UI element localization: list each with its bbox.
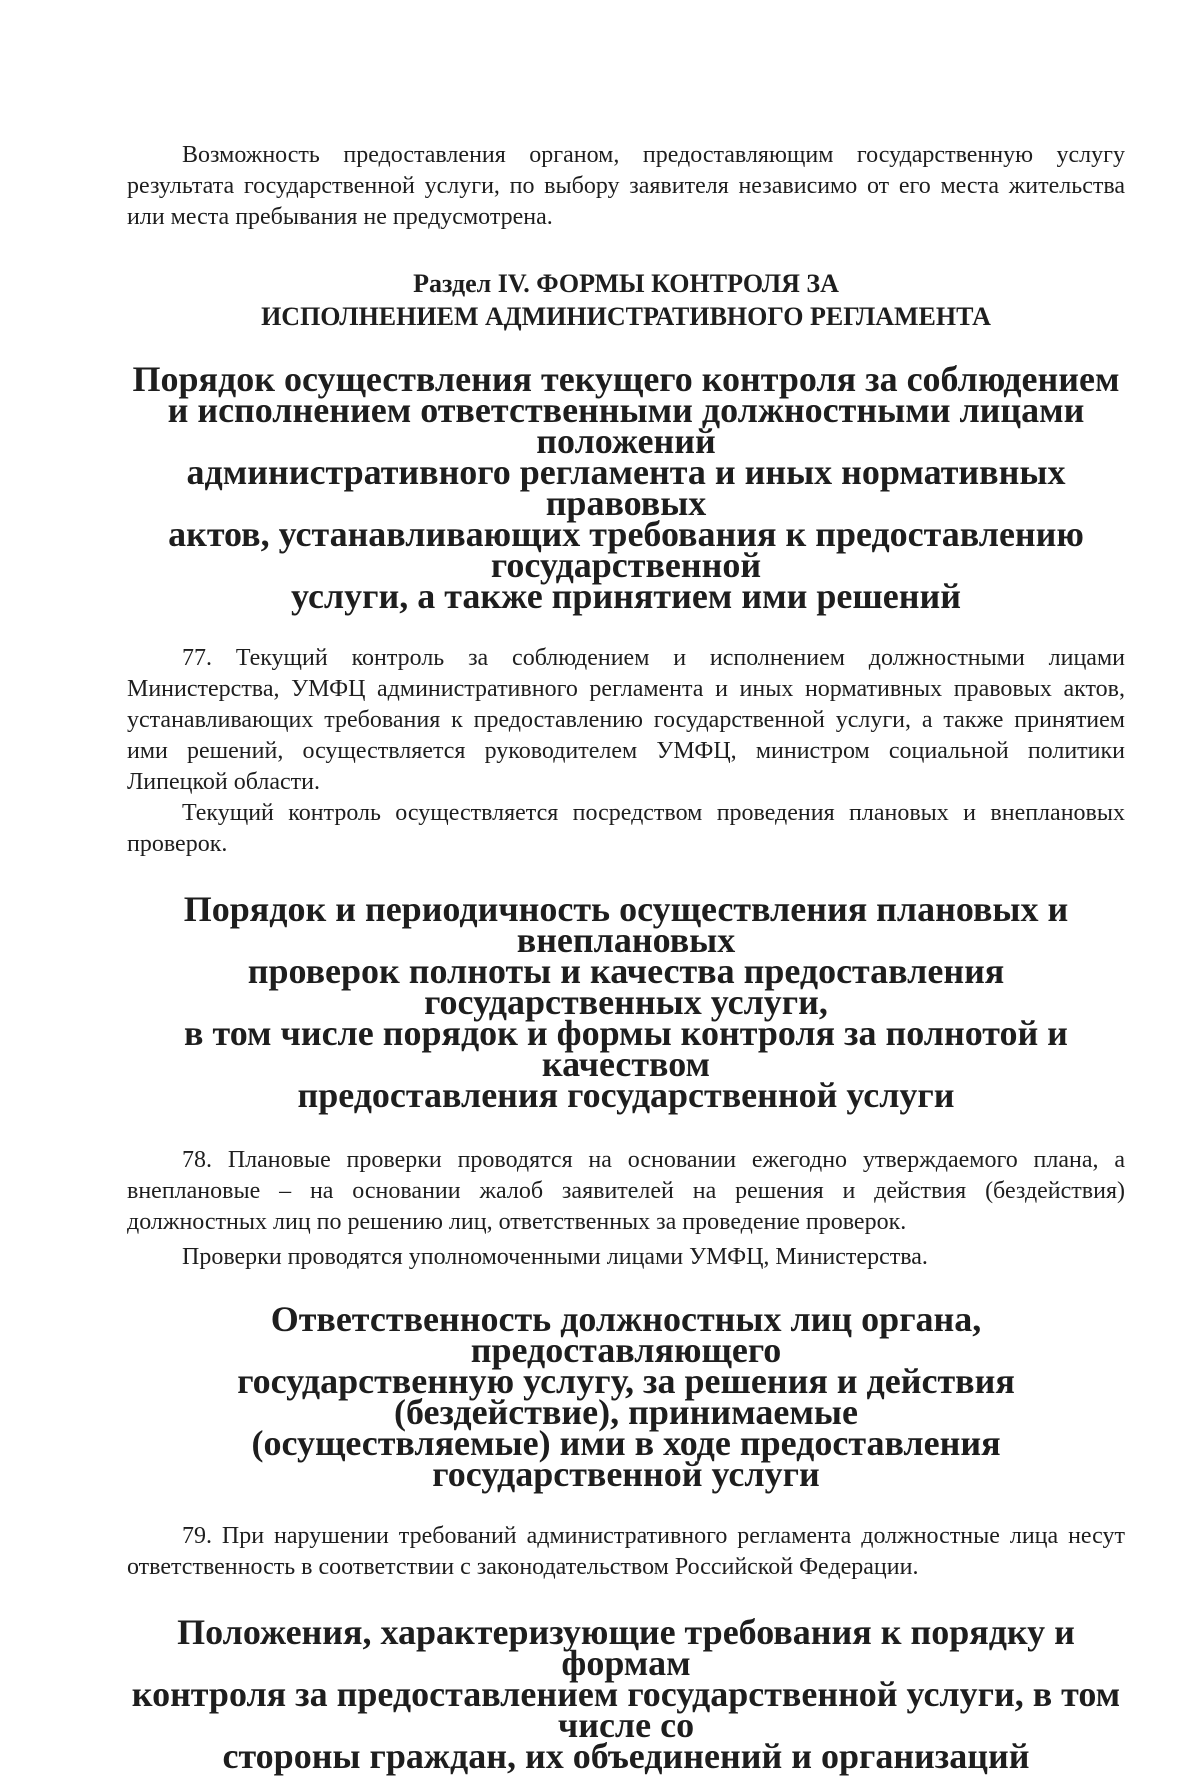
- heading-line: Положения, характеризующие требования к порядку и формам: [177, 1612, 1075, 1683]
- inspections-note: Проверки проводятся уполномоченными лицами УМФЦ, Министерства.: [182, 1244, 928, 1270]
- intro-paragraph: Возможность предоставления органом, предоставляющим государственную услугу результата государственной услуги, по выбору заявителя независимо от его места жительства или места пребывания не предусмотрена.: [127, 142, 1125, 230]
- heading-line: Порядок осуществления текущего контроля за соблюдением: [132, 359, 1120, 399]
- heading-line: актов, устанавливающих требования к предоставлению государственной: [168, 514, 1084, 585]
- heading-line: Ответственность должностных лиц органа, предоставляющего: [270, 1299, 982, 1370]
- heading-line: государственную услугу, за решения и действия (бездействие), принимаемые: [237, 1361, 1015, 1432]
- heading-line: стороны граждан, их объединений и организаций: [222, 1736, 1030, 1776]
- heading-line: предоставления государственной услуги: [297, 1075, 955, 1115]
- heading-line: проверок полноты и качества предоставления государственных услуги,: [247, 951, 1005, 1022]
- paragraph-77: 77. Текущий контроль за соблюдением и исполнением должностными лицами Министерства, УМФЦ административного регламента и иных нормативных правовых актов, устанавливающих требования к предоставлению государственной услуги, а также принятием ими решений, осуществляется руководителем УМФЦ, министром социальной политики Липецкой области.: [127, 645, 1125, 795]
- paragraph-78: 78. Плановые проверки проводятся на основании ежегодно утверждаемого плана, а внеплановые – на основании жалоб заявителей на решения и действия (бездействия) должностных лиц по решению лиц, ответственных за проведение проверок.: [127, 1147, 1125, 1235]
- section-title: [127, 267, 1125, 333]
- heading-line: (осуществляемые) ими в ходе предоставления государственной услуги: [251, 1423, 1001, 1494]
- heading-line: контроля за предоставлением государственной услуги, в том числе со: [131, 1674, 1121, 1745]
- current-control-note: Текущий контроль осуществляется посредством проведения плановых и внеплановых проверок.: [127, 800, 1125, 857]
- section-title-line-1: Раздел IV. ФОРМЫ КОНТРОЛЯ ЗА: [413, 269, 839, 298]
- heading-line: услуги, а также принятием ими решений: [291, 576, 961, 616]
- paragraph-79: 79. При нарушении требований административного регламента должностные лица несут ответственность в соответствии с законодательством Российской Федерации.: [127, 1523, 1125, 1580]
- heading-line: в том числе порядок и формы контроля за полнотой и качеством: [184, 1013, 1068, 1084]
- current-control-heading: [127, 359, 1125, 616]
- heading-line: и исполнением ответственными должностными лицами положений: [167, 390, 1085, 461]
- citizen-control-heading: [127, 1612, 1125, 1776]
- heading-line: административного регламента и иных нормативных правовых: [186, 452, 1066, 523]
- heading-line: Порядок и периодичность осуществления плановых и внеплановых: [183, 889, 1069, 960]
- section-title-line-2: ИСПОЛНЕНИЕМ АДМИНИСТРАТИВНОГО РЕГЛАМЕНТА: [261, 302, 991, 331]
- document-page: [127, 140, 1125, 1776]
- responsibility-heading: [127, 1299, 1125, 1494]
- inspections-heading: [127, 889, 1125, 1115]
